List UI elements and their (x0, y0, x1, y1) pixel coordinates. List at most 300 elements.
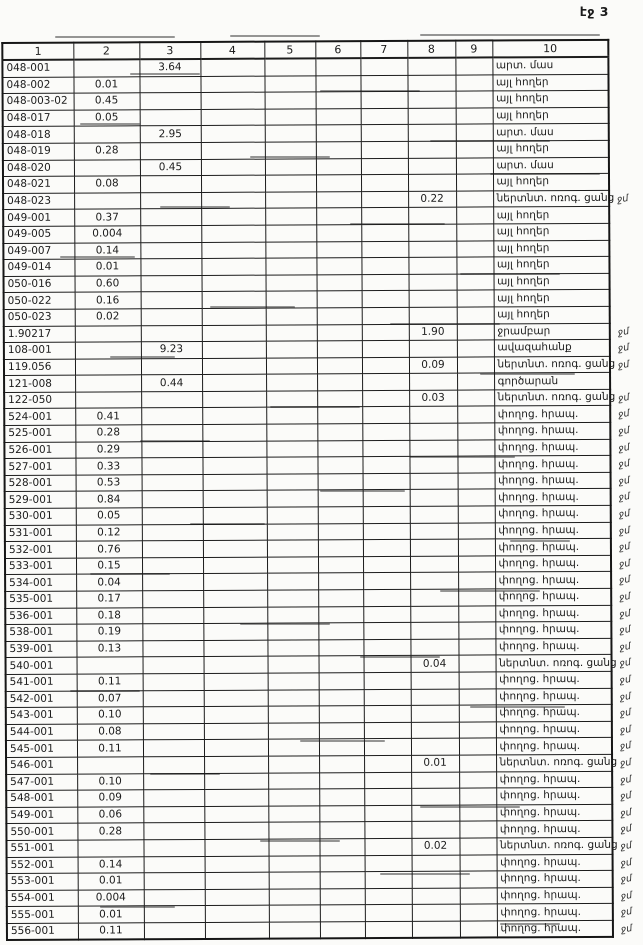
cell-col5 (267, 590, 318, 607)
cell-area-col8 (412, 855, 460, 872)
cell-area-col3 (142, 624, 203, 641)
cell-col9 (458, 639, 495, 656)
cell-area-col3 (140, 192, 201, 209)
cell-col5 (268, 756, 319, 773)
cell-parcel-code: 121-008 (4, 375, 75, 392)
cell-area-col8 (411, 722, 459, 739)
margin-annotation: ջմ (618, 557, 632, 571)
cell-col6 (318, 540, 363, 557)
cell-parcel-code: 549-001 (6, 807, 77, 824)
cell-col7 (365, 888, 412, 905)
column-header-10: 10 (492, 40, 608, 58)
cell-parcel-code: 048-019 (3, 143, 74, 160)
scan-streak (230, 35, 320, 37)
cell-land-use: փողոց. հրապ. ջմ (497, 870, 613, 887)
cell-col6 (316, 125, 361, 142)
cell-col7 (363, 573, 410, 590)
cell-col5 (266, 324, 317, 341)
cell-land-use: արտ. մաս (493, 157, 609, 174)
margin-annotation: ջմ (617, 458, 631, 471)
margin-annotation: ջմ (616, 192, 630, 206)
cell-area-col8: 0.01 (411, 755, 459, 772)
cell-land-use: ներտնտ. ոռոգ. ցանց ջմ (494, 356, 610, 373)
column-header-4: 4 (200, 42, 264, 59)
cell-col4 (203, 623, 267, 640)
cell-area-col3 (142, 474, 203, 491)
cell-parcel-code: 534-001 (5, 575, 76, 592)
cell-area-col2: 0.01 (78, 873, 144, 890)
cell-col5 (266, 341, 317, 358)
cell-col9 (457, 440, 494, 457)
cell-col5 (267, 557, 318, 574)
cell-area-col2: 0.11 (77, 674, 143, 691)
margin-annotation: ջմ (618, 657, 632, 670)
cell-col9 (456, 240, 493, 257)
cell-area-col3 (141, 408, 202, 425)
cell-col7 (363, 523, 410, 540)
cell-col9 (457, 357, 494, 374)
cell-area-col8 (409, 307, 457, 324)
cell-parcel-code: 050-016 (4, 276, 75, 293)
margin-annotation: ջմ (618, 673, 632, 687)
cell-col4 (204, 723, 268, 740)
table-row (7, 920, 613, 940)
cell-parcel-code: 542-001 (6, 691, 77, 708)
cell-area-col3: 2.95 (140, 126, 201, 143)
cell-parcel-code: 554-001 (7, 890, 78, 907)
cell-col5 (268, 673, 319, 690)
cell-col7 (362, 307, 409, 324)
cell-area-col8 (410, 573, 458, 590)
cell-col4 (202, 457, 266, 474)
cell-area-col3 (140, 259, 201, 276)
cell-area-col3 (140, 93, 201, 110)
cell-col7 (364, 789, 411, 806)
cell-col4 (201, 175, 265, 192)
margin-annotation: ջմ (619, 873, 633, 886)
cell-area-col8: 0.09 (409, 357, 457, 374)
cell-parcel-code: 530-001 (5, 508, 76, 525)
cell-col7 (364, 706, 411, 723)
cell-area-col8 (410, 639, 458, 656)
cell-area-col2: 0.19 (76, 624, 142, 641)
cell-parcel-code: 550-001 (6, 823, 77, 840)
cell-col5 (268, 789, 319, 806)
cell-col9 (458, 539, 495, 556)
cell-col9 (458, 506, 495, 523)
cell-area-col3 (142, 640, 203, 657)
cell-land-use: փողոց. հրապ. ջմ (495, 555, 611, 572)
cell-col9 (456, 141, 493, 158)
cell-land-use: փողոց. հրապ. ջմ (495, 489, 611, 506)
cell-area-col2: 0.53 (76, 475, 142, 492)
cell-area-col2: 0.06 (77, 806, 143, 823)
column-header-1: 1 (2, 43, 73, 60)
cell-parcel-code: 526-001 (4, 442, 75, 459)
cell-area-col3 (142, 607, 203, 624)
cell-land-use: ներտնտ. ոռոգ. ցանց ջմ (496, 754, 612, 771)
cell-col9 (459, 655, 496, 672)
cell-col5 (265, 241, 316, 258)
cell-area-col2: 0.02 (75, 309, 141, 326)
cell-col5 (268, 706, 319, 723)
cell-area-col8 (411, 772, 459, 789)
cell-area-col8 (410, 523, 458, 540)
cell-parcel-code: 525-001 (4, 425, 75, 442)
cell-land-use: փողոց. հրապ. ջմ (497, 854, 613, 871)
cell-area-col8 (408, 141, 456, 158)
cell-col7 (361, 108, 408, 125)
cell-col7 (363, 606, 410, 623)
cell-area-col8 (411, 821, 459, 838)
cell-col5 (265, 225, 316, 242)
cell-area-col3 (141, 358, 202, 375)
cell-col6 (315, 58, 360, 75)
cell-col7 (362, 340, 409, 357)
cell-area-col2 (75, 358, 141, 375)
cell-col7 (364, 755, 411, 772)
cell-col5 (265, 142, 316, 159)
cell-col7 (362, 457, 409, 474)
cell-area-col2: 0.09 (77, 790, 143, 807)
cell-col5 (267, 623, 318, 640)
cell-col5 (268, 689, 319, 706)
scan-streak (55, 36, 175, 38)
margin-annotation: ջմ (619, 790, 633, 803)
cell-col7 (364, 772, 411, 789)
cell-col7 (365, 871, 412, 888)
cell-land-use: փողոց. հրապ. ջմ (494, 422, 610, 439)
margin-annotation: ջմ (619, 806, 633, 820)
cell-area-col8 (408, 91, 456, 108)
cell-parcel-code: 048-002 (2, 77, 73, 94)
cell-col4 (201, 208, 265, 225)
cell-area-col8 (408, 257, 456, 274)
cell-land-use: փողոց. հրապ. ջմ (495, 605, 611, 622)
cell-parcel-code: 541-001 (6, 674, 77, 691)
cell-parcel-code: 531-001 (5, 525, 76, 542)
cell-col5 (268, 656, 319, 673)
cell-land-use: փողոց. հրապ. ջմ (496, 821, 612, 838)
cell-col9 (460, 888, 497, 905)
cell-col5 (267, 640, 318, 657)
cell-col6 (318, 606, 363, 623)
cell-col4 (204, 673, 268, 690)
cell-land-use: արտ. մաս (493, 124, 609, 141)
cell-parcel-code: 546-001 (6, 757, 77, 774)
cell-area-col3 (143, 707, 204, 724)
cell-area-col3 (144, 873, 205, 890)
cell-col6 (318, 639, 363, 656)
cell-area-col2: 0.11 (78, 923, 144, 940)
cell-col9 (459, 688, 496, 705)
cell-area-col3 (143, 806, 204, 823)
cell-area-col3 (141, 441, 202, 458)
cell-parcel-code: 539-001 (5, 641, 76, 658)
cell-parcel-code: 552-001 (7, 857, 78, 874)
cell-col7 (362, 407, 409, 424)
margin-annotation: ջմ (618, 690, 632, 704)
cell-area-col8 (408, 207, 456, 224)
cell-parcel-code: 048-023 (3, 193, 74, 210)
cell-area-col3 (140, 109, 201, 126)
cell-land-use: այլ հողեր (493, 173, 609, 190)
cell-area-col8 (412, 904, 460, 921)
cell-col9 (456, 257, 493, 274)
margin-annotation: ջմ (620, 906, 633, 919)
cell-col5 (268, 772, 319, 789)
cell-col4 (204, 756, 268, 773)
margin-annotation: ջմ (617, 325, 630, 339)
cell-parcel-code: 545-001 (6, 740, 77, 757)
cell-land-use: այլ հողեր (494, 290, 610, 307)
cell-col4 (205, 905, 269, 922)
cell-col5 (269, 905, 320, 922)
cell-area-col2 (77, 657, 143, 674)
cell-area-col2: 0.01 (74, 259, 140, 276)
cell-col5 (268, 806, 319, 823)
cell-col6 (316, 258, 361, 275)
cell-col5 (268, 822, 319, 839)
cell-land-use: փողոց. հրապ. ջմ (496, 671, 612, 688)
cell-col7 (360, 75, 407, 92)
cell-col6 (317, 324, 362, 341)
cell-col9 (457, 323, 494, 340)
cell-col4 (202, 391, 266, 408)
cell-col6 (319, 756, 364, 773)
cell-col4 (202, 308, 266, 325)
cell-col4 (205, 872, 269, 889)
cell-parcel-code: 119.056 (4, 359, 75, 376)
cell-land-use: փողոց. հրապ. ջմ (497, 887, 613, 904)
cell-col9 (458, 473, 495, 490)
cell-area-col8 (408, 224, 456, 241)
cell-area-col8 (410, 589, 458, 606)
cell-col9 (458, 622, 495, 639)
cell-area-col3: 9.23 (141, 342, 202, 359)
cell-col7 (363, 490, 410, 507)
cell-col7 (364, 656, 411, 673)
cell-col5 (266, 391, 317, 408)
cell-col6 (319, 772, 364, 789)
cell-land-use: այլ հողեր (493, 256, 609, 273)
cell-col9 (456, 108, 493, 125)
cell-area-col2: 0.01 (73, 76, 139, 93)
cell-area-col2: 0.10 (77, 773, 143, 790)
cell-parcel-code: 050-022 (4, 292, 75, 309)
cell-land-use: գործարան (494, 373, 610, 390)
cell-col7 (361, 92, 408, 109)
cell-col4 (202, 358, 266, 375)
cell-col5 (266, 358, 317, 375)
cell-parcel-code: 528-001 (5, 475, 76, 492)
cell-col4 (201, 142, 265, 159)
cell-area-col3 (143, 657, 204, 674)
cell-col9 (456, 191, 493, 208)
cell-col5 (268, 723, 319, 740)
cell-area-col8 (408, 174, 456, 191)
land-parcel-table (1, 39, 634, 942)
cell-area-col8 (411, 672, 459, 689)
cell-area-col3 (140, 176, 201, 193)
cell-area-col2: 0.18 (76, 607, 142, 624)
cell-parcel-code: 544-001 (6, 724, 77, 741)
cell-col7 (362, 440, 409, 457)
column-header-7: 7 (360, 41, 407, 58)
cell-col4 (204, 706, 268, 723)
margin-annotation: ջմ (620, 922, 634, 936)
cell-area-col8 (410, 556, 458, 573)
cell-land-use: փողոց. հրապ. ջմ (495, 638, 611, 655)
cell-land-use: ջրամբար ջմ (494, 323, 610, 340)
cell-area-col2 (73, 59, 139, 76)
cell-area-col8 (407, 75, 455, 92)
cell-parcel-code: 529-001 (5, 492, 76, 509)
cell-area-col3 (141, 275, 202, 292)
cell-col6 (316, 208, 361, 225)
cell-col7 (361, 125, 408, 142)
cell-parcel-code: 049-001 (3, 209, 74, 226)
cell-area-col3 (141, 425, 202, 442)
margin-annotation: ջմ (617, 358, 631, 372)
cell-area-col3 (142, 524, 203, 541)
cell-land-use: արտ. մաս (492, 57, 608, 75)
cell-col5 (269, 889, 320, 906)
cell-parcel-code: 048-020 (3, 160, 74, 177)
cell-col4 (201, 92, 265, 109)
cell-col4 (201, 242, 265, 259)
cell-parcel-code: 048-017 (3, 110, 74, 127)
cell-col9 (459, 672, 496, 689)
cell-area-col8 (412, 871, 460, 888)
cell-area-col2: 0.28 (77, 823, 143, 840)
cell-col5 (265, 92, 316, 109)
cell-col5 (266, 407, 317, 424)
cell-col9 (458, 606, 495, 623)
cell-col9 (456, 158, 493, 175)
cell-col9 (460, 904, 497, 921)
cell-col7 (363, 473, 410, 490)
cell-col5 (269, 872, 320, 889)
cell-col9 (457, 340, 494, 357)
cell-col7 (362, 357, 409, 374)
cell-col6 (317, 341, 362, 358)
cell-land-use: փողոց. հրապ. ջմ (496, 721, 612, 738)
cell-col5 (267, 606, 318, 623)
cell-col6 (319, 739, 364, 756)
cell-col5 (266, 424, 317, 441)
cell-col9 (457, 274, 494, 291)
cell-parcel-code: 553-001 (7, 873, 78, 890)
cell-parcel-code: 536-001 (5, 608, 76, 625)
cell-area-col2: 0.15 (76, 558, 142, 575)
cell-col6 (317, 424, 362, 441)
cell-col7 (362, 324, 409, 341)
cell-land-use: այլ հողեր (494, 306, 610, 323)
cell-col5 (266, 308, 317, 325)
cell-col6 (317, 457, 362, 474)
cell-area-col8 (409, 423, 457, 440)
cell-col9 (458, 589, 495, 606)
cell-col7 (361, 208, 408, 225)
cell-land-use: այլ հողեր (492, 74, 608, 91)
cell-col7 (363, 506, 410, 523)
cell-col6 (318, 573, 363, 590)
cell-area-col2: 0.76 (76, 541, 142, 558)
cell-col6 (318, 556, 363, 573)
cell-area-col3 (142, 491, 203, 508)
cell-col6 (318, 623, 363, 640)
cell-col9 (459, 722, 496, 739)
cell-col9 (457, 290, 494, 307)
cell-col9 (457, 390, 494, 407)
cell-area-col2: 0.45 (74, 93, 140, 110)
cell-col5 (268, 839, 319, 856)
cell-col4 (202, 325, 266, 342)
cell-col6 (315, 75, 360, 92)
cell-col9 (459, 821, 496, 838)
margin-annotation: ջմ (617, 408, 631, 421)
cell-col9 (460, 921, 497, 938)
cell-col7 (364, 822, 411, 839)
cell-col4 (202, 408, 266, 425)
cell-parcel-code: 548-001 (6, 790, 77, 807)
margin-annotation: ջմ (619, 856, 633, 870)
cell-land-use: փողոց. հրապ. ջմ (496, 804, 612, 821)
cell-col6 (316, 92, 361, 109)
cell-land-use: այլ հողեր (493, 140, 609, 157)
cell-area-col3 (143, 790, 204, 807)
cell-col4 (200, 76, 264, 93)
cell-parcel-code: 048-021 (3, 176, 74, 193)
cell-col6 (320, 905, 365, 922)
cell-col5 (267, 573, 318, 590)
cell-land-use: փողոց. հրապ. ջմ (494, 406, 610, 423)
cell-col4 (205, 856, 269, 873)
cell-area-col8: 0.04 (411, 656, 459, 673)
cell-parcel-code: 048-003-02 (3, 93, 74, 110)
cell-area-col2: 0.60 (75, 276, 141, 293)
cell-area-col2: 0.33 (75, 458, 141, 475)
cell-col4 (201, 225, 265, 242)
cell-area-col8 (409, 290, 457, 307)
cell-area-col2: 0.12 (76, 524, 142, 541)
cell-col9 (458, 572, 495, 589)
cell-area-col8 (411, 788, 459, 805)
cell-area-col8 (410, 490, 458, 507)
margin-annotation: ջմ (620, 889, 633, 903)
cell-col6 (319, 706, 364, 723)
cell-col4 (204, 690, 268, 707)
margin-annotation: ջմ (617, 391, 631, 405)
cell-area-col8 (408, 108, 456, 125)
cell-parcel-code: 050-023 (4, 309, 75, 326)
cell-col4 (202, 341, 266, 358)
cell-col4 (204, 789, 268, 806)
cell-col7 (361, 258, 408, 275)
cell-area-col8 (410, 622, 458, 639)
cell-col5 (268, 739, 319, 756)
cell-col5 (269, 855, 320, 872)
cell-area-col8 (411, 689, 459, 706)
cell-area-col3: 3.64 (139, 59, 200, 76)
cell-col9 (459, 755, 496, 772)
cell-area-col3 (141, 458, 202, 475)
cell-col4 (204, 839, 268, 856)
cell-area-col8 (410, 473, 458, 490)
cell-parcel-code: 527-001 (4, 458, 75, 475)
cell-area-col2: 0.04 (76, 574, 142, 591)
